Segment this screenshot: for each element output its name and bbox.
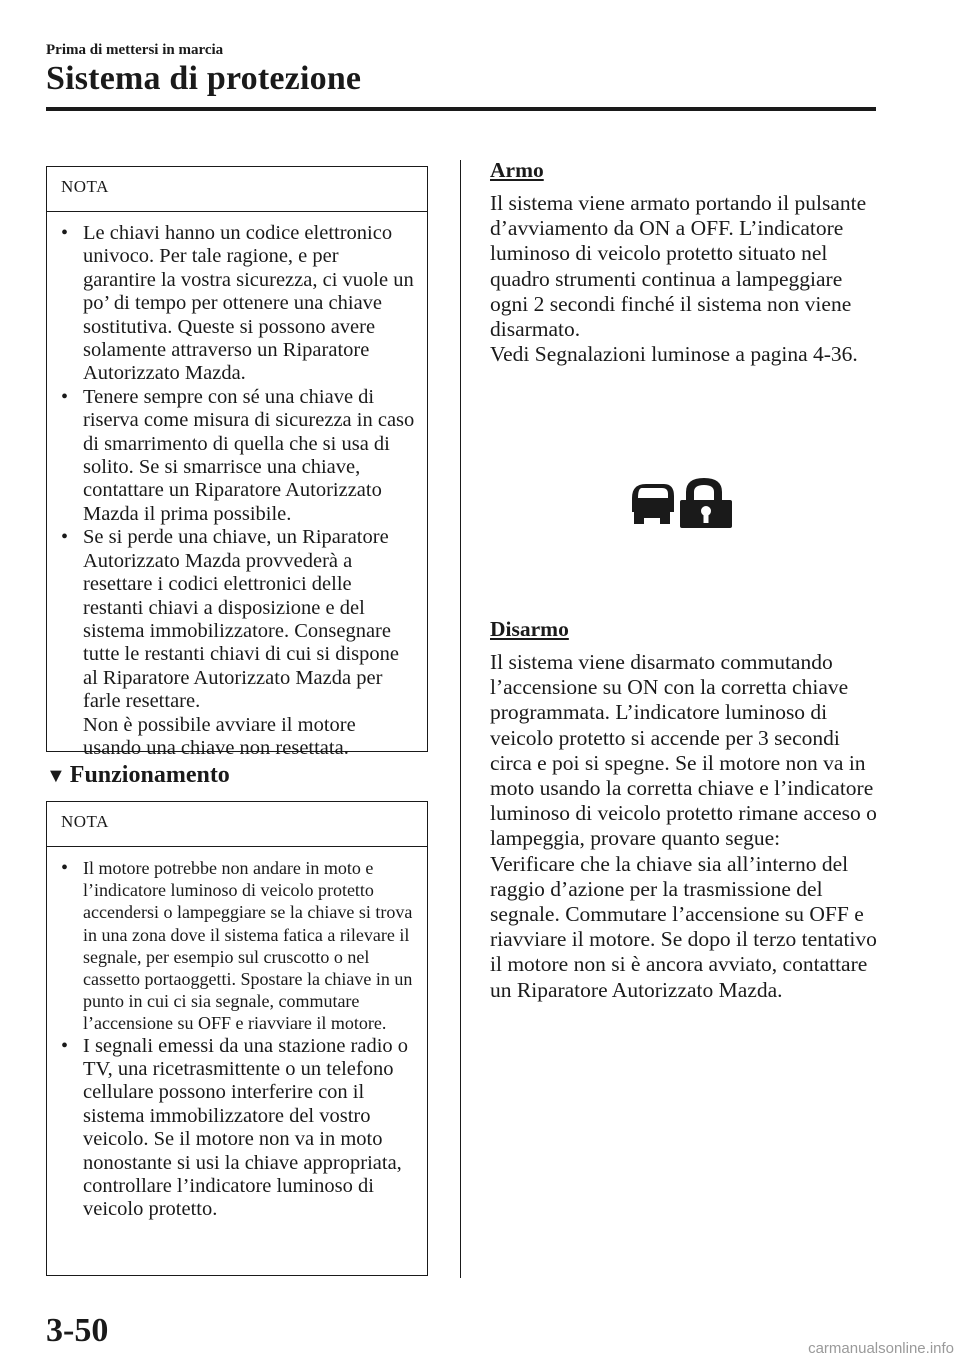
car-padlock-icon — [628, 478, 738, 528]
note-list — [47, 212, 427, 774]
armo-heading: Armo — [490, 158, 544, 182]
note-box-operation — [46, 801, 428, 1276]
disarmo-text: Il sistema viene disarmato commutando l’accensione su ON con la corretta chiave programmata. L’indicatore luminoso di veicolo protetto si accende per 3 secondi circa e poi si spegne. Se il motore non va in moto usando la corretta chiave e l’indicatore luminoso di veicolo protetto rimane acceso o lampeggia, provare quanto segue: Verificare che la chiave sia all’interno del raggio d’azione per la trasmissione del segnale. Commutare l’accensione su OFF e riavviare il motore. Se dopo il terzo tentativo il motore non si è ancora avviato, contattare un Riparatore Autorizzato Mazda. — [490, 650, 877, 1002]
note-list — [47, 847, 427, 1236]
note-item — [59, 526, 415, 760]
triangle-marker-icon: ▼ — [46, 765, 66, 787]
watermark: carmanualsonline.info — [808, 1340, 954, 1357]
note-item-text: Se si perde una chiave, un Riparatore Autorizzato Mazda provvederà a resettare i codici elettronici delle restanti chiavi a disposizione e del sistema immobilizzatore. Consegnare tutte le restanti chiavi di cui si dispone al Riparatore Autorizzato Mazda per farle resettare. Non è possibile avviare il motore usando una chiave non resettata. — [83, 526, 399, 759]
disarmo-section — [490, 617, 882, 1003]
disarmo-heading: Disarmo — [490, 617, 569, 641]
note-item — [59, 1035, 415, 1222]
armo-text: Il sistema viene armato portando il pulsante d’avviamento da ON a OFF. L’indicatore luminoso di veicolo protetto situato nel quadro strumenti continua a lampeggiare ogni 2 secondi finché il sistema non viene disarmato. Vedi Segnalazioni luminose a pagina 4-36. — [490, 191, 867, 367]
chapter-title: Sistema di protezione — [46, 60, 362, 97]
note-item-text: Le chiavi hanno un codice elettronico univoco. Per tale ragione, e per garantire la vostra sicurezza, ci vuole un po’ di tempo per ottenere una chiave sostitutiva. Queste si possono avere solamente attraverso un Riparatore Autorizzato Mazda. — [83, 222, 414, 385]
armo-section — [490, 158, 882, 367]
note-item-text: Il motore potrebbe non andare in moto e l’indicatore luminoso di veicolo protetto accendersi o lampeggiare se la chiave si trova in una zona dove il sistema fatica a rilevare il segnale, per esempio sul cruscotto o nel cassetto portaoggetti. Spostare la chiave in un punto in cui ci sia segnale, commutare l’accensione su OFF e riavviare il motore. — [83, 858, 413, 1034]
note-item — [59, 857, 415, 1035]
title-rule — [46, 107, 876, 111]
note-label: NOTA — [47, 167, 427, 212]
page-number: 3-50 — [46, 1312, 109, 1349]
note-item — [59, 222, 415, 386]
note-item — [59, 386, 415, 526]
note-label: NOTA — [47, 802, 427, 847]
subsection-heading — [46, 762, 230, 789]
subsection-title: Funzionamento — [69, 762, 230, 788]
note-item-text: Tenere sempre con sé una chiave di riserva come misura di sicurezza in caso di smarrimento di quella che si usa di solito. Se si smarrisce una chiave, contattare un Riparatore Autorizzato Mazda il prima possibile. — [83, 385, 415, 525]
section-label: Prima di mettersi in marcia — [46, 42, 224, 58]
note-box-keys — [46, 166, 428, 759]
note-item-text: I segnali emessi da una stazione radio o TV, una ricetrasmittente o un telefono cellulare possono interferire con il sistema immobilizzatore del vostro veicolo. Se il motore non va in moto nonostante si usi la chiave appropriata, controllare l’indicatore luminoso di veicolo protetto. — [83, 1034, 409, 1221]
column-divider — [460, 160, 461, 1278]
